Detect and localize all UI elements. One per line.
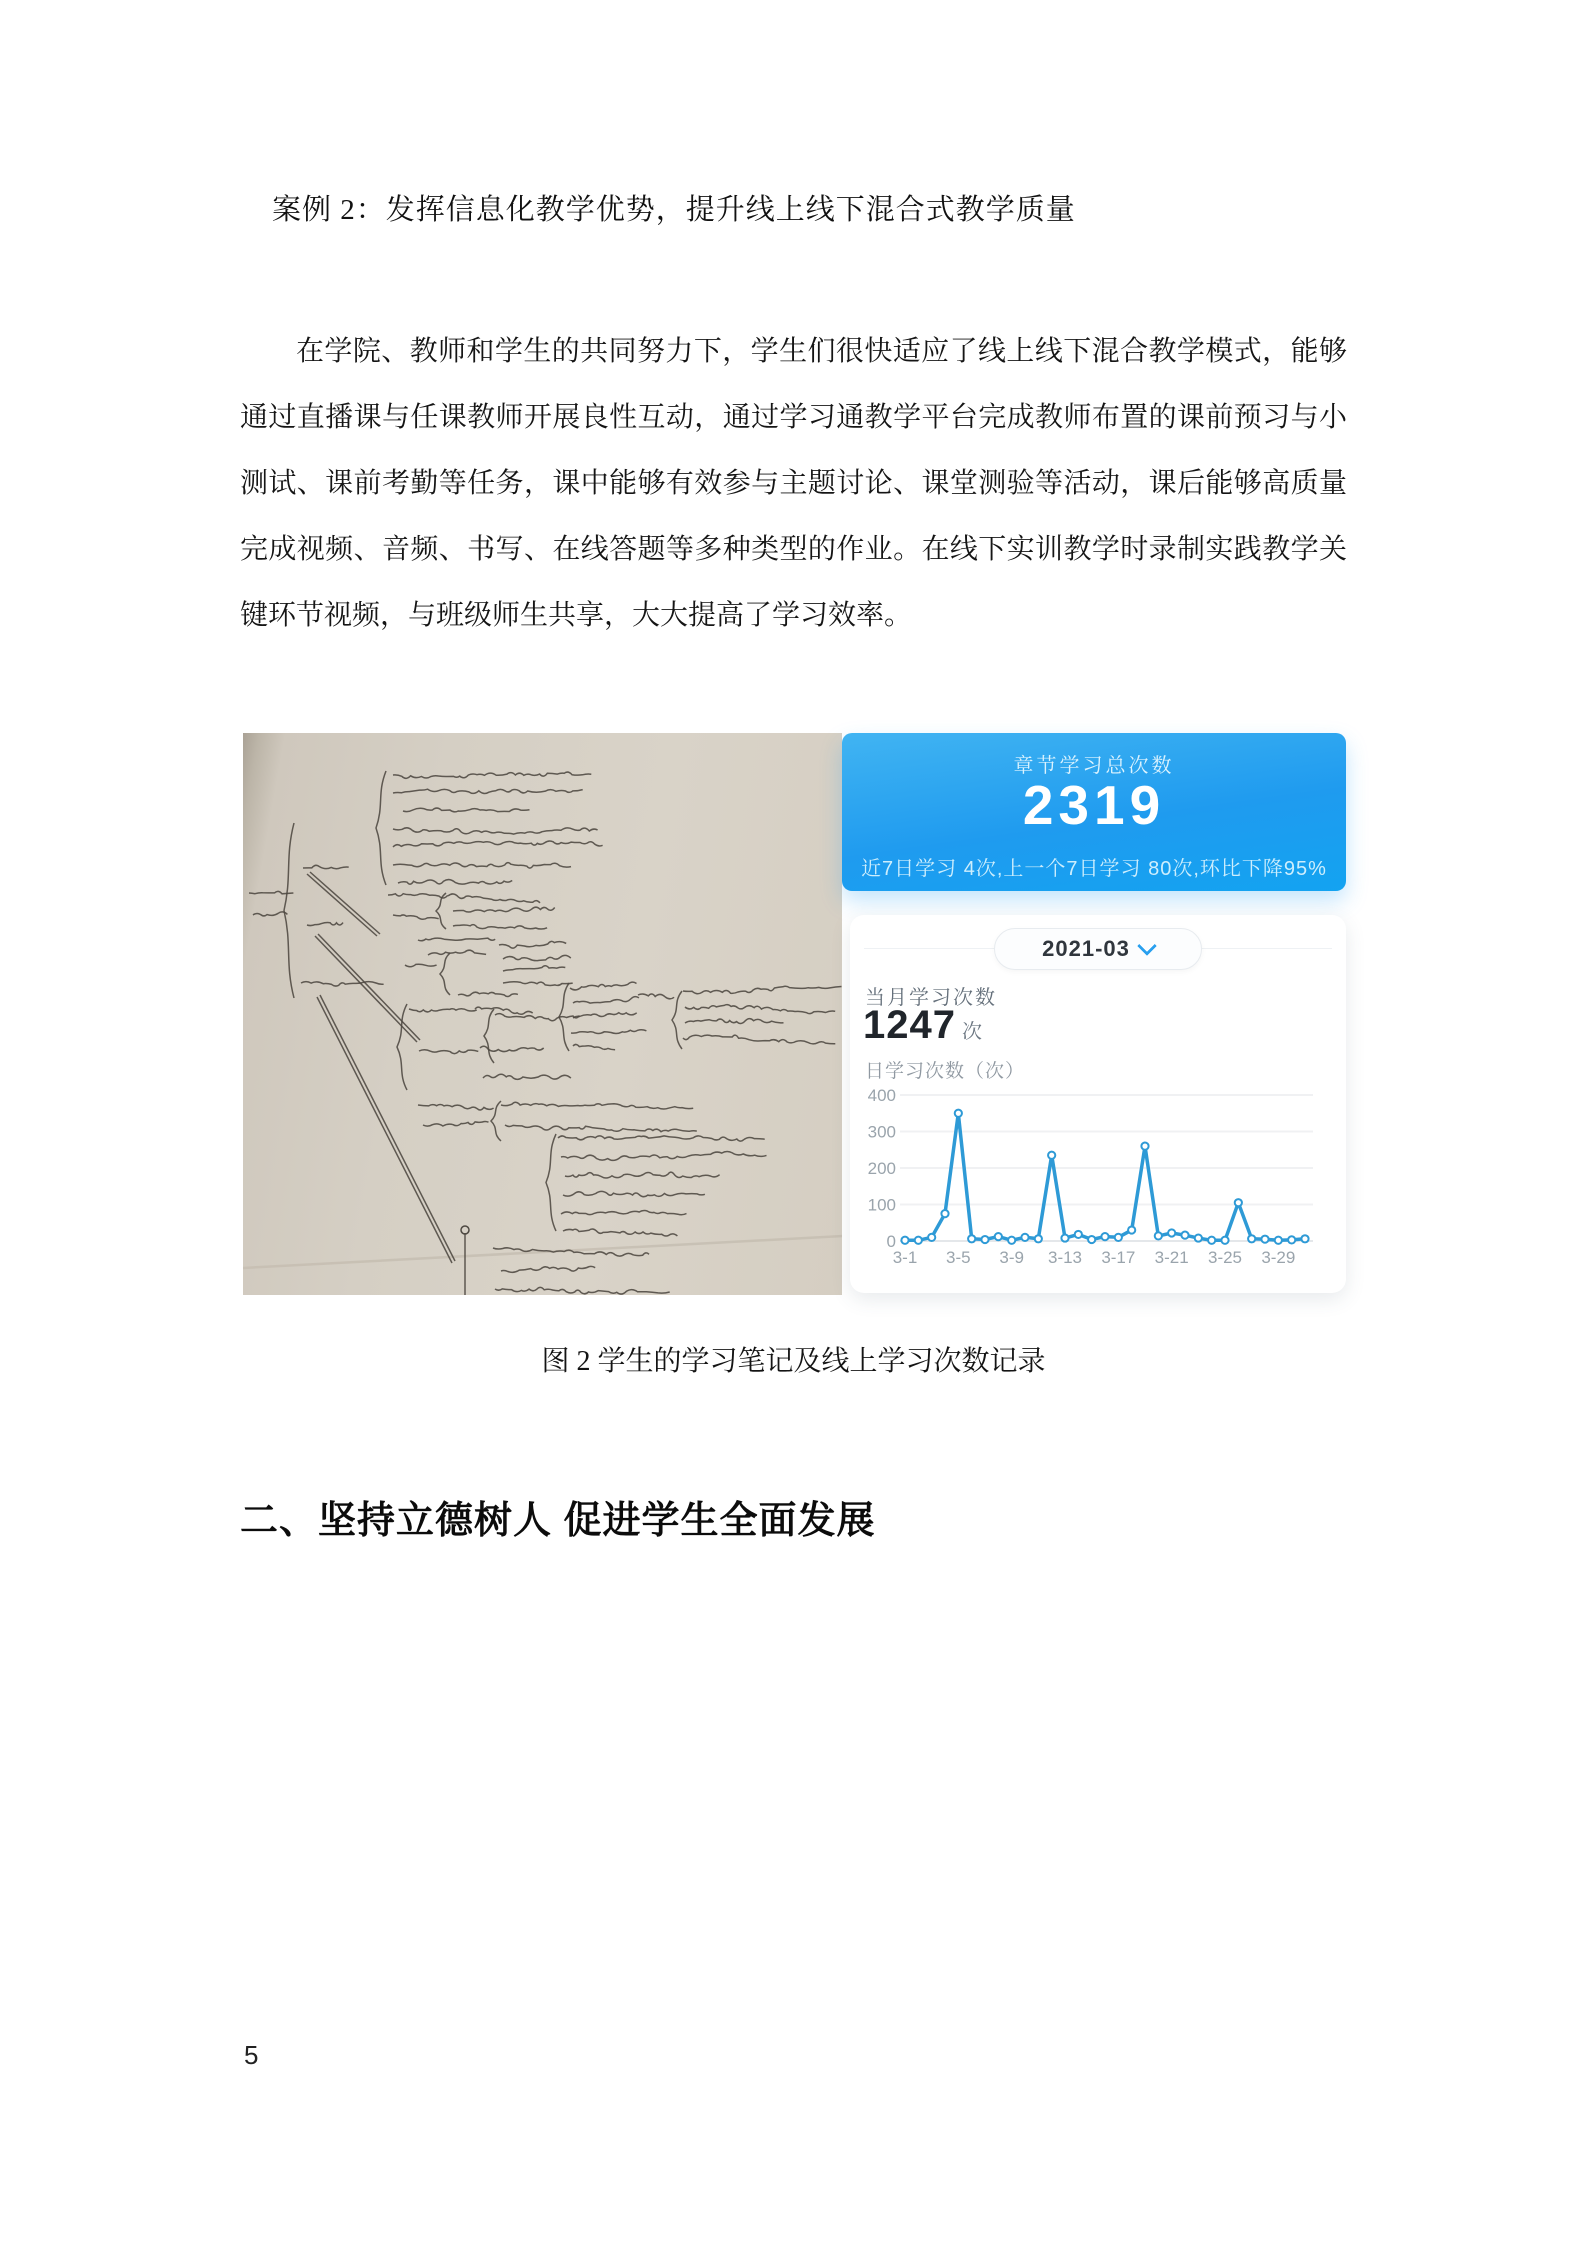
case-heading: 案例 2：发挥信息化教学优势，提升线上线下混合式教学质量 xyxy=(272,194,1076,226)
svg-text:3-17: 3-17 xyxy=(1101,1248,1136,1267)
daily-chart-title: 日学习次数（次） xyxy=(865,1061,1026,1082)
figure-caption: 图 2 学生的学习笔记及线上学习次数记录 xyxy=(541,1346,1046,1377)
svg-text:200: 200 xyxy=(867,1159,896,1178)
svg-text:3-29: 3-29 xyxy=(1261,1248,1296,1267)
total-study-title: 章节学习总次数 xyxy=(1013,755,1175,777)
svg-text:3-5: 3-5 xyxy=(946,1248,971,1267)
svg-text:3-1: 3-1 xyxy=(892,1248,918,1267)
month-study-unit: 次 xyxy=(961,1021,982,1043)
study-dashboard xyxy=(842,733,1346,1295)
svg-text:3-25: 3-25 xyxy=(1207,1248,1243,1267)
month-study-value xyxy=(863,1003,982,1048)
total-study-subtitle: 近7日学习 4次,上一个7日学习 80次,环比下降95% xyxy=(861,858,1327,880)
total-study-value: 2319 xyxy=(1022,774,1166,836)
svg-text:0: 0 xyxy=(886,1232,896,1251)
chevron-down-icon xyxy=(1137,936,1157,956)
paragraph-1: 在学院、教师和学生的共同努力下，学生们很快适应了线上线下混合教学模式，能够通过直播课与任课教师开展良性互动，通过学习通教学平台完成教师布置的课前预习与小测试、课前考勤等任务，课中能够有效参与主题讨论、课堂测验等活动，课后能够高质量完成视频、音频、书写、在线答题等多种类型的作业。在线下实训教学时录制实践教学关键环节视频，与班级师生共享，大大提高了学习效率。 xyxy=(240,336,1347,631)
section-heading: 二、坚持立德树人 促进学生全面发展 xyxy=(240,1500,876,1542)
daily-study-chart xyxy=(850,1073,1346,1285)
figure-2 xyxy=(243,733,1346,1295)
monthly-study-card xyxy=(850,915,1346,1293)
handwritten-notes-svg xyxy=(243,733,843,1295)
svg-text:3-9: 3-9 xyxy=(999,1248,1024,1267)
svg-text:300: 300 xyxy=(867,1122,896,1142)
month-selector[interactable] xyxy=(994,928,1202,970)
month-study-number: 1247 xyxy=(863,1003,956,1047)
svg-text:400: 400 xyxy=(867,1086,896,1105)
month-selector-value: 2021-03 xyxy=(1042,936,1130,961)
svg-text:100: 100 xyxy=(867,1195,896,1215)
month-study-label: 当月学习次数 xyxy=(865,987,997,1009)
svg-text:3-13: 3-13 xyxy=(1047,1248,1083,1267)
page-number: 5 xyxy=(244,2040,259,2070)
svg-text:3-21: 3-21 xyxy=(1154,1248,1189,1267)
total-study-card xyxy=(842,733,1346,891)
handwritten-notes-photo xyxy=(243,733,843,1295)
